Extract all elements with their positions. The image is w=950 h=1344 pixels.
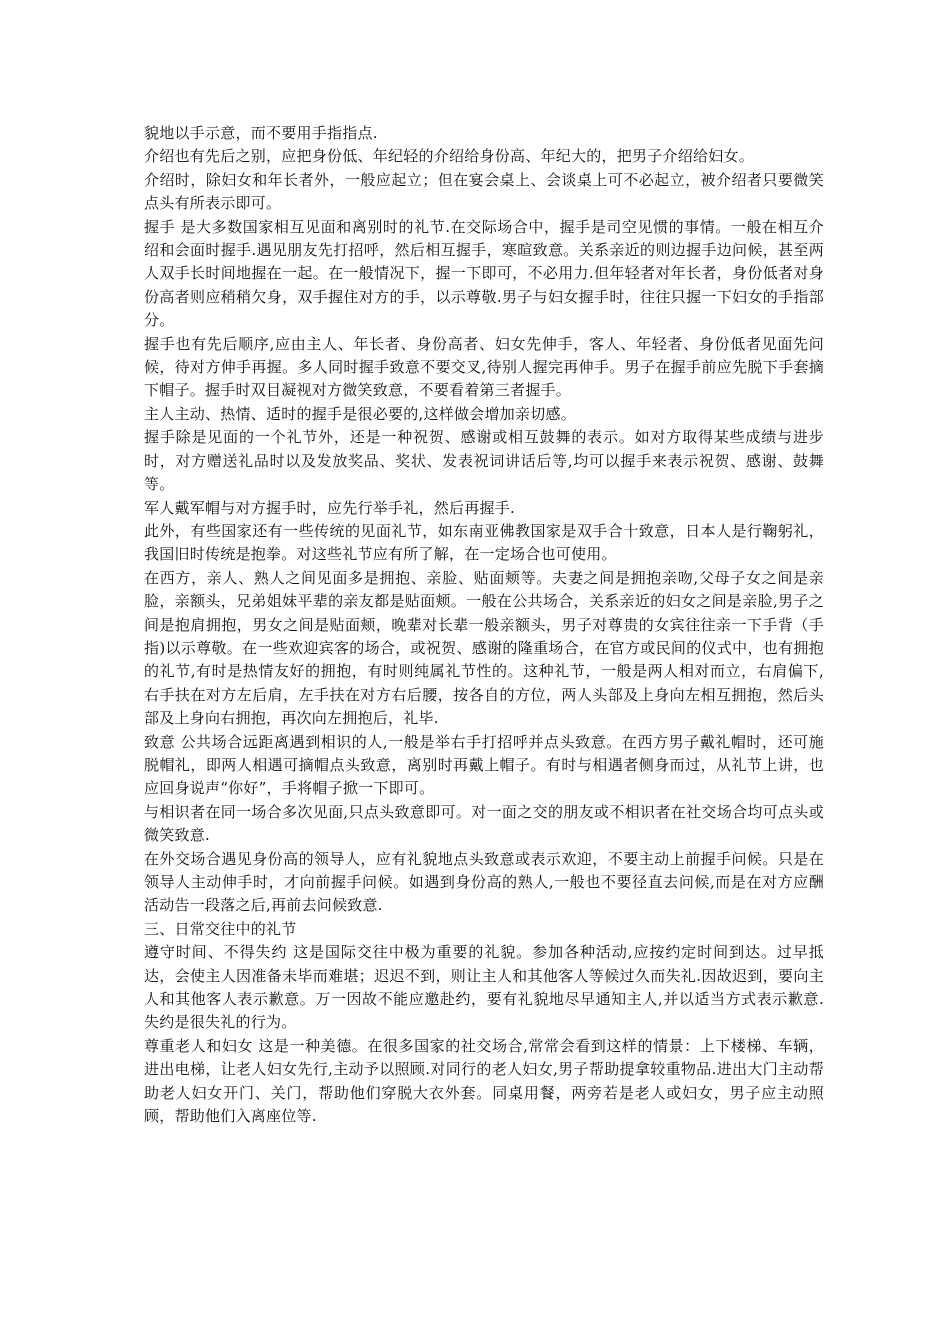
- paragraph: 介绍时，除妇女和年长者外，一般应起立；但在宴会桌上、会谈桌上可不必起立，被介绍者只要微笑点头有所表示即可。: [144, 170, 824, 213]
- paragraph: 介绍也有先后之别，应把身份低、年纪轻的介绍给身份高、年纪大的，把男子介绍给妇女。: [144, 147, 755, 166]
- paragraph: 在外交场合遇见身份高的领导人，应有礼貌地点头致意或表示欢迎，不要主动上前握手问候。只是在领导人主动伸手时，才向前握手问候。如遇到身份高的熟人,一般也不要径直去问候,而是在对方应酬活动告一段落之后,再前去问候致意.: [144, 849, 824, 915]
- paragraph: 握手也有先后顺序,应由主人、年长者、身份高者、妇女先伸手，客人、年轻者、身份低者见面先问候，待对方伸手再握。多人同时握手致意不要交叉,待别人握完再伸手。男子在握手前应先脱下手套摘下帽子。握手时双目凝视对方微笑致意，不要看着第三者握手。: [144, 334, 824, 400]
- paragraph: 此外，有些国家还有一些传统的见面礼节，如东南亚佛教国家是双手合十致意，日本人是行鞠躬礼，我国旧时传统是抱拳。对这些礼节应有所了解，在一定场合也可使用。: [144, 521, 824, 564]
- paragraph: 握手 是大多数国家相互见面和离别时的礼节.在交际场合中，握手是司空见惯的事情。一般在相互介绍和会面时握手.遇见朋友先打招呼，然后相互握手，寒暄致意。关系亲近的则边握手边问候，甚至两人双手长时间地握在一起。在一般情况下，握一下即可，不必用力.但年轻者对年长者，身份低者对身份高者则应稍稍欠身，双手握住对方的手，以示尊敬.男子与妇女握手时，往往只握一下妇女的手指部分。: [144, 217, 824, 330]
- paragraph: 貌地以手示意，而不要用手指指点.: [144, 124, 378, 142]
- paragraph: 握手除是见面的一个礼节外，还是一种祝贺、感谢或相互鼓舞的表示。如对方取得某些成绩与进步时，对方赠送礼品时以及发放奖品、奖状、发表祝词讲话后等,均可以握手来表示祝贺、感谢、鼓舞等。: [144, 428, 824, 494]
- paragraph: 在西方，亲人、熟人之间见面多是拥抱、亲脸、贴面颊等。夫妻之间是拥抱亲吻,父母子女之间是亲脸，亲额头，兄弟姐妹平辈的亲友都是贴面颊。一般在公共场合，关系亲近的妇女之间是亲脸,男子之间是抱肩拥抱，男女之间是贴面颊，晚辈对长辈一般亲额头，男子对尊贵的女宾往往亲一下手背（手指)以示尊敬。在一些欢迎宾客的场合，或祝贺、感谢的隆重场合，在官方或民间的仪式中，也有拥抱的礼节,有时是热情友好的拥抱，有时则纯属礼节性的。这种礼节，一般是两人相对而立，右肩偏下,右手扶在对方左后肩，左手扶在对方右后腰，按各自的方位，两人头部及上身向左相互拥抱，然后头部及上身向右拥抱，再次向左拥抱后，礼毕.: [144, 568, 824, 728]
- paragraph: 与相识者在同一场合多次见面,只点头致意即可。对一面之交的朋友或不相识者在社交场合均可点头或微笑致意.: [144, 802, 824, 845]
- paragraph: 主人主动、热情、适时的握手是很必要的,这样做会增加亲切感。: [144, 404, 577, 423]
- paragraph: 军人戴军帽与对方握手时，应先行举手礼，然后再握手.: [144, 498, 516, 517]
- paragraph: 尊重老人和妇女 这是一种美德。在很多国家的社交场合,常常会看到这样的情景：上下楼梯、车辆，进出电梯，让老人妇女先行,主动予以照顾.对同行的老人妇女,男子帮助提拿较重物品.进出大门主动帮助老人妇女开门、关门，帮助他们穿脱大衣外套。同桌用餐，两旁若是老人或妇女，男子应主动照顾，帮助他们入离座位等.: [144, 1036, 824, 1126]
- paragraph: 遵守时间、不得失约 这是国际交往中极为重要的礼貌。参加各种活动,应按约定时间到达。过早抵达，会使主人因准备未毕而难堪；迟迟不到，则让主人和其他客人等候过久而失礼.因故迟到，要向主人和其他客人表示歉意。万一因故不能应邀赴约，要有礼貌地尽早通知主人,并以适当方式表示歉意.失约是很失礼的行为。: [144, 943, 824, 1032]
- paragraph: 致意 公共场合远距离遇到相识的人,一般是举右手打招呼并点头致意。在西方男子戴礼帽时，还可施脱帽礼，即两人相遇可摘帽点头致意，离别时再戴上帽子。有时与相遇者侧身而过，从礼节上讲，也应回身说声“你好”，手将帽子掀一下即可。: [144, 732, 824, 798]
- document-body: [144, 122, 824, 1128]
- section-heading: 三、日常交往中的礼节: [144, 919, 297, 938]
